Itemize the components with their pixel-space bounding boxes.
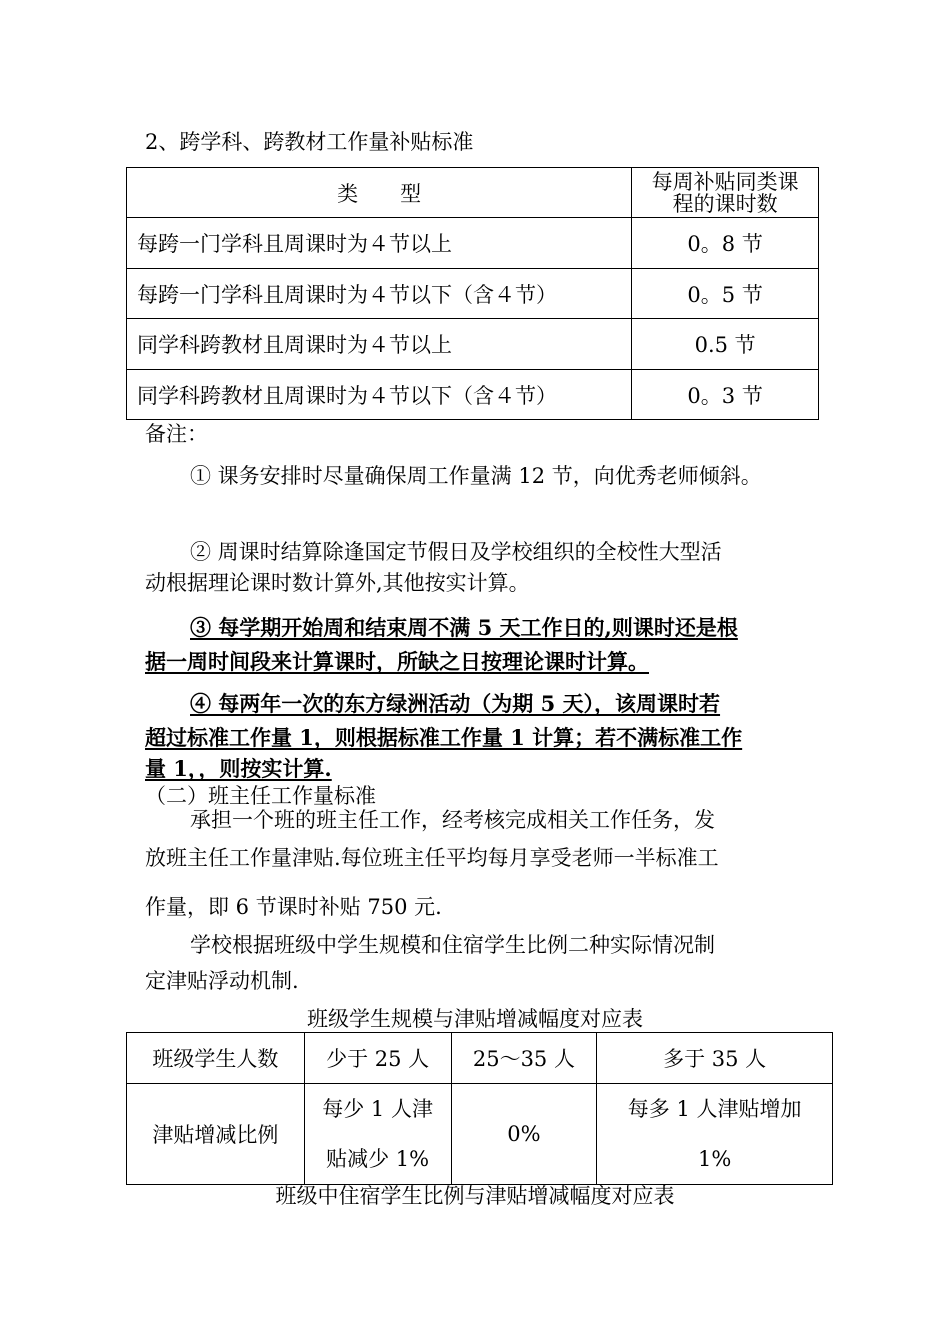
- header-more-than-35: 多于 35 人: [597, 1033, 833, 1084]
- table-row-value: 0。8 节: [632, 218, 819, 269]
- table-row-value: 0。5 节: [632, 269, 819, 319]
- note-1: ① 课务安排时尽量确保周工作量满 12 节，向优秀老师倾斜。: [190, 464, 762, 488]
- header-25-to-35: 25～35 人: [451, 1033, 597, 1084]
- note-3-line2: 据一周时间段来计算课时，所缺之日按理论课时计算。: [145, 649, 649, 674]
- cell-increase-line2: 1%: [697, 1147, 732, 1171]
- note-2-line1: ② 周课时结算除逢国定节假日及学校组织的全校性大型活: [190, 540, 722, 564]
- header-value: [632, 168, 819, 218]
- note-3-line1: ③ 每学期开始周和结束周不满 5 天工作日的,则课时还是根: [190, 615, 738, 640]
- table3-caption: 班级中住宿学生比例与津贴增减幅度对应表: [275, 1184, 675, 1208]
- table-row-value: 0。3 节: [632, 370, 819, 420]
- cell-increase-line1: 每多 1 人津贴增加: [627, 1097, 802, 1121]
- section-title: 2、跨学科、跨教材工作量补贴标准: [145, 130, 474, 154]
- table-row-type: 每跨一门学科且周课时为４节以下（含４节）: [127, 269, 632, 319]
- note-4-line1: ④ 每两年一次的东方绿洲活动（为期 5 天），该周课时若: [190, 691, 721, 716]
- table-row-type: 每跨一门学科且周课时为４节以上: [127, 218, 632, 269]
- row-label-ratio: 津贴增减比例: [127, 1084, 305, 1185]
- para1-line2: 放班主任工作量津贴.每位班主任平均每月享受老师一半标准工: [145, 846, 719, 870]
- cell-decrease: [304, 1084, 451, 1185]
- header-type: 类 型: [127, 168, 632, 218]
- header-value-line2: 程的课时数: [672, 191, 778, 216]
- note-2-line2: 动根据理论课时数计算外,其他按实计算。: [145, 571, 530, 595]
- table-row-type: 同学科跨教材且周课时为４节以下（含４节）: [127, 370, 632, 420]
- para2-line2: 定津贴浮动机制.: [145, 969, 299, 993]
- table-row-type: 同学科跨教材且周课时为４节以上: [127, 319, 632, 370]
- header-value-line1: 每周补贴同类课: [651, 169, 799, 194]
- cell-zero: 0%: [451, 1084, 597, 1185]
- cell-decrease-line2: 贴减少 1%: [326, 1147, 430, 1171]
- header-less-than-25: 少于 25 人: [304, 1033, 451, 1084]
- section-b-title: （二）班主任工作量标准: [145, 784, 376, 808]
- para1-line3: 作量，即 6 节课时补贴 750 元.: [145, 895, 442, 919]
- table2-caption: 班级学生规模与津贴增减幅度对应表: [307, 1007, 643, 1031]
- cell-increase: [597, 1084, 833, 1185]
- header-class-size: 班级学生人数: [127, 1033, 305, 1084]
- cell-decrease-line1: 每少 1 人津: [322, 1097, 433, 1121]
- cross-subject-table: [126, 167, 819, 420]
- note-4-line2: 超过标准工作量 1，则根据标准工作量 1 计算；若不满标准工作: [145, 725, 743, 750]
- note-4-line3: 量 1，，则按实计算.: [145, 756, 332, 781]
- class-size-table: [126, 1032, 833, 1185]
- notes-heading: 备注：: [145, 422, 208, 446]
- table-row-value: 0.5 节: [632, 319, 819, 370]
- para1-line1: 承担一个班的班主任工作，经考核完成相关工作任务，发: [190, 808, 715, 832]
- para2-line1: 学校根据班级中学生规模和住宿学生比例二种实际情况制: [190, 933, 715, 957]
